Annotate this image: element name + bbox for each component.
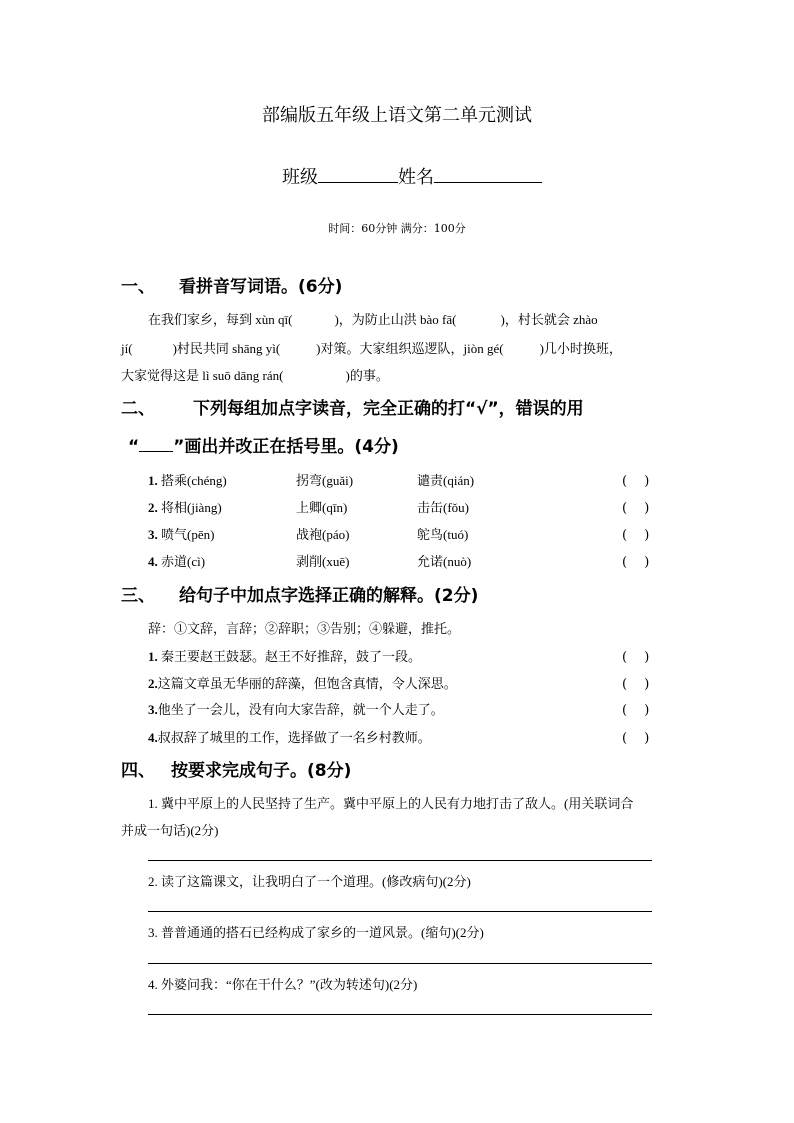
sentence: 这篇文章虽无华丽的辞藻，但饱含真情，令人深思。: [157, 676, 457, 691]
section-2-heading-cont: [128, 432, 399, 457]
answer-parens[interactable]: ( ): [622, 703, 650, 718]
item-c: 谴责(qián): [417, 473, 475, 488]
s1-text: )对策。大家组织巡逻队，jiòn gé(: [316, 341, 504, 356]
item-a: 喷气(pēn): [161, 527, 215, 542]
s2-row: [148, 497, 222, 516]
s2-quote: “: [128, 437, 140, 457]
s3-row: [148, 699, 444, 718]
item-a: 搭乘(chéng): [161, 473, 227, 488]
section-1-line-3: [121, 365, 389, 384]
section-1-line-1: [148, 309, 598, 328]
s1-text: jí(: [121, 341, 133, 356]
sentence: 叔叔辞了城里的工作，选择做了一名乡村教师。: [157, 730, 431, 745]
item-b: 战袍(páo): [296, 527, 350, 542]
answer-line-2[interactable]: [148, 911, 652, 912]
row-number: 1.: [148, 649, 158, 664]
section-2-number: 二、: [121, 399, 155, 419]
student-info: [282, 163, 542, 189]
s2-row: [148, 470, 227, 489]
exam-meta: 时间：60分钟 满分：100分: [328, 222, 466, 235]
item-a: 将相(jiàng): [161, 500, 222, 515]
item-a: 赤道(cì): [161, 554, 206, 569]
sentence: 他坐了一会儿，没有向大家告辞，就一个人走了。: [157, 702, 444, 717]
s1-text: )，为防止山洪 bào fā(: [334, 312, 457, 327]
answer-line-1[interactable]: [148, 860, 652, 861]
question-1: 1. 冀中平原上的人民坚持了生产。冀中平原上的人民有力地打击了敌人。(用关联词合: [148, 796, 634, 811]
underline-sample: [139, 439, 173, 452]
s1-text: )，村长就会 zhào: [500, 312, 598, 327]
item-b: 上卿(qīn): [296, 500, 348, 515]
page-title: 部编版五年级上语文第二单元测试: [262, 105, 532, 126]
row-number: 2.: [148, 676, 158, 691]
row-number: 3.: [148, 527, 158, 542]
answer-parens[interactable]: ( ): [622, 555, 650, 570]
row-number: 3.: [148, 702, 158, 717]
s2-heading-text: ”画出并改正在括号里。(4分): [173, 437, 399, 457]
section-2-heading: [121, 394, 584, 419]
s3-row: [148, 646, 421, 665]
s1-text: )几小时换班，: [539, 341, 622, 356]
s3-row: [148, 673, 457, 692]
s1-text: )的事。: [345, 368, 389, 383]
section-4-number: 四、: [121, 761, 155, 781]
answer-parens[interactable]: ( ): [622, 650, 650, 665]
row-number: 4.: [148, 730, 158, 745]
item-b: 剥削(xuē): [296, 554, 350, 569]
class-label: 班级: [282, 167, 318, 188]
s2-row: [148, 524, 214, 543]
s2-row: [148, 551, 205, 570]
answer-line-4[interactable]: [148, 1014, 652, 1015]
section-2-title: 下列每组加点字读音，完全正确的打“√”，错误的用: [193, 399, 584, 419]
question-2: 2. 读了这篇课文，让我明白了一个道理。(修改病句)(2分): [148, 874, 471, 889]
answer-line-3[interactable]: [148, 963, 652, 964]
name-label: 姓名: [398, 167, 434, 188]
definitions: 辞：①文辞，言辞；②辞职；③告别；④躲避，推托。: [148, 621, 461, 636]
row-number: 2.: [148, 500, 158, 515]
class-blank[interactable]: [318, 164, 398, 183]
answer-parens[interactable]: ( ): [622, 731, 650, 746]
s1-text: 在我们家乡，每到 xùn qī(: [148, 312, 293, 327]
answer-parens[interactable]: ( ): [622, 501, 650, 516]
section-1-title: 看拼音写词语。(6分): [179, 277, 343, 297]
item-b: 拐弯(guǎi): [296, 473, 354, 488]
section-3-number: 三、: [121, 586, 155, 606]
s1-text: )村民共同 shāng yì(: [172, 341, 281, 356]
question-4: 4. 外婆问我：“你在干什么？”(改为转述句)(2分): [148, 977, 418, 992]
section-3-title: 给句子中加点字选择正确的解释。(2分): [179, 586, 479, 606]
sentence: 秦王要赵王鼓瑟。赵王不好推辞，鼓了一段。: [161, 649, 422, 664]
s1-text: 大家觉得这是 lì suō dāng rán(: [121, 368, 284, 383]
item-c: 允诺(nuò): [417, 554, 472, 569]
question-1-cont: 并成一句话)(2分): [121, 823, 219, 838]
section-3-heading: [121, 581, 478, 606]
answer-parens[interactable]: ( ): [622, 677, 650, 692]
section-1-line-2: [121, 338, 622, 357]
answer-parens[interactable]: ( ): [622, 474, 650, 489]
section-4-heading: [121, 756, 351, 781]
s3-row: [148, 727, 431, 746]
section-1-number: 一、: [121, 277, 155, 297]
row-number: 4.: [148, 554, 158, 569]
item-c: 击缶(fǒu): [417, 500, 469, 515]
name-blank[interactable]: [434, 164, 542, 183]
item-c: 鸵鸟(tuó): [417, 527, 469, 542]
section-1-heading: [121, 272, 342, 297]
question-3: 3. 普普通通的搭石已经构成了家乡的一道风景。(缩句)(2分): [148, 925, 484, 940]
section-4-title: 按要求完成句子。(8分): [171, 761, 352, 781]
row-number: 1.: [148, 473, 158, 488]
answer-parens[interactable]: ( ): [622, 528, 650, 543]
